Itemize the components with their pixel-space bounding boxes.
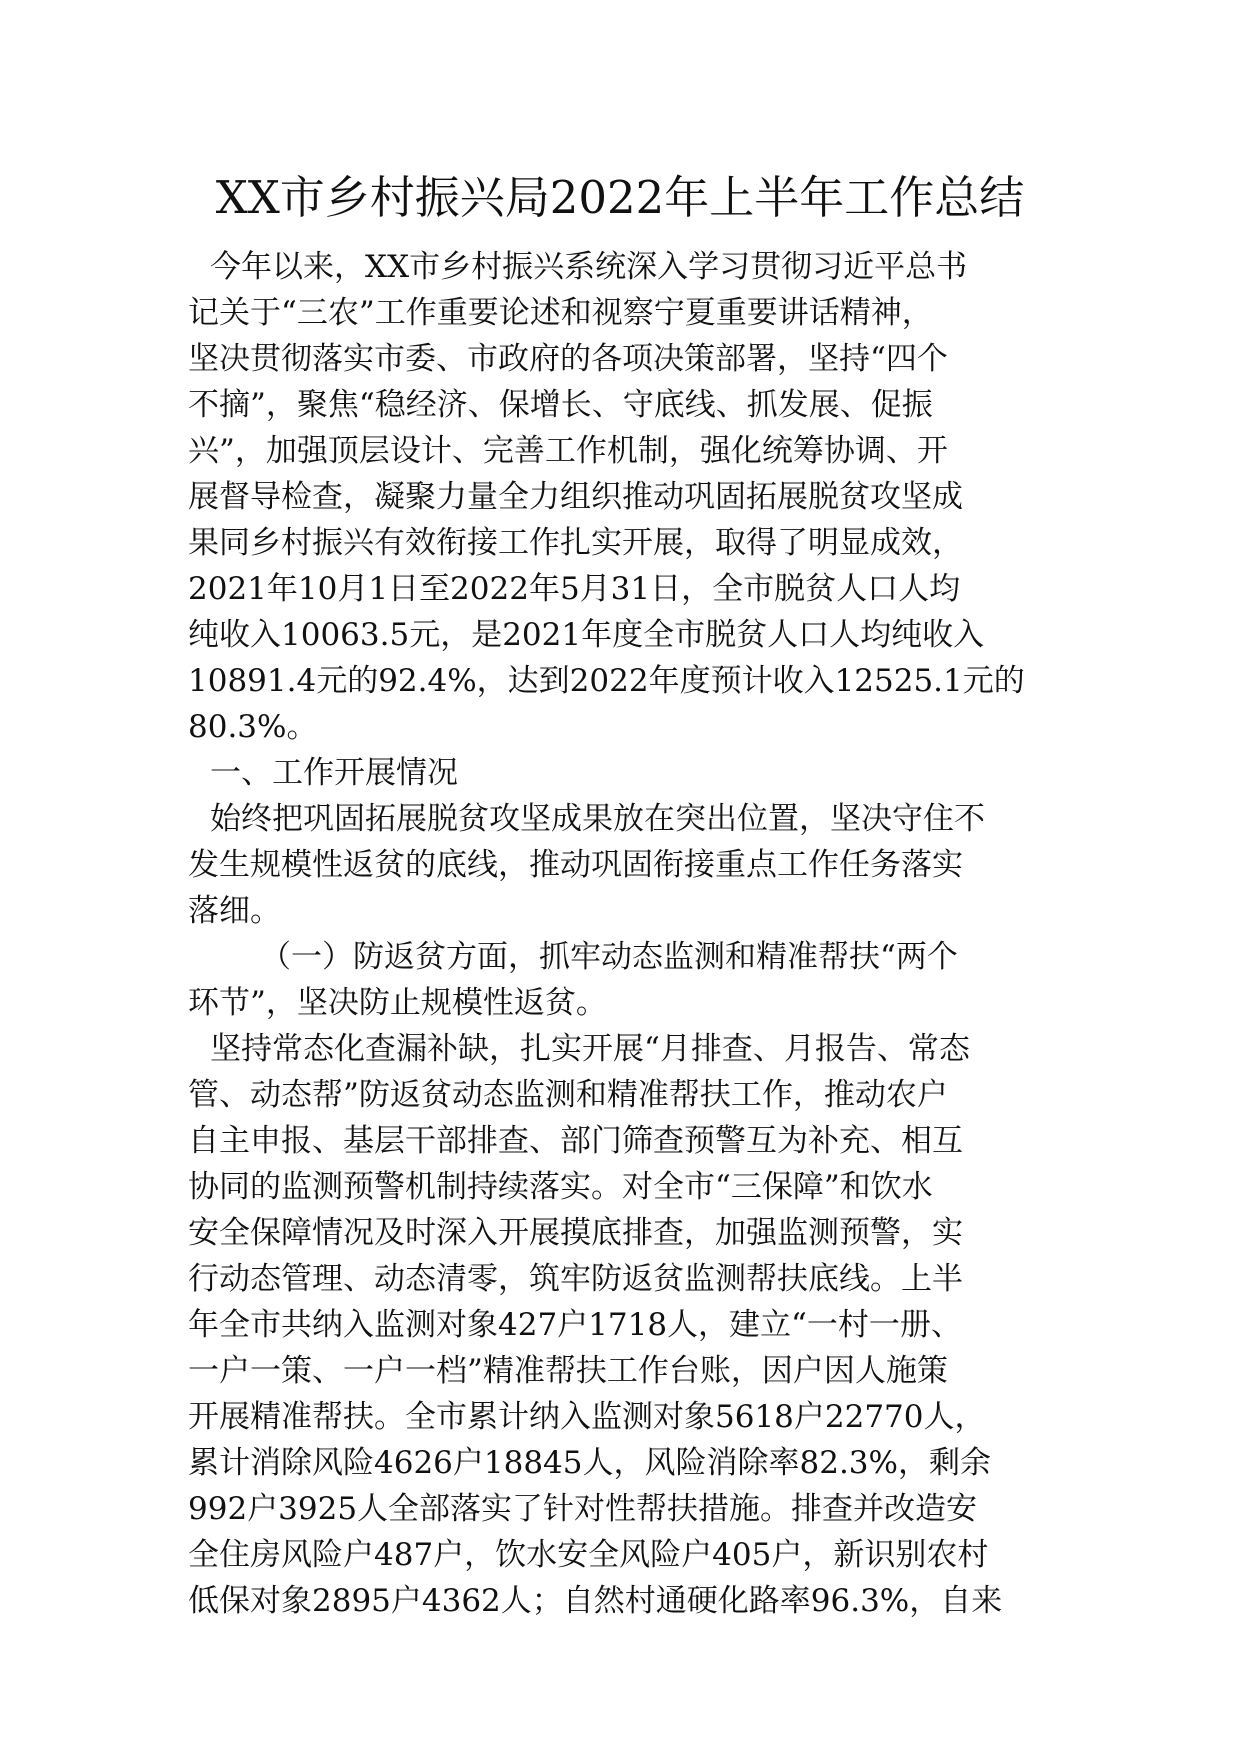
body-line: 兴”，加强顶层设计、完善工作机制，强化统筹协调、开 <box>188 433 948 469</box>
body-line: 坚决贯彻落实市委、市政府的各项决策部署，坚持“四个 <box>188 341 948 377</box>
subsection-heading: （一）防返贫方面，抓牢动态监测和精准帮扶“两个 <box>260 939 958 975</box>
document-title: XX市乡村振兴局2022年上半年工作总结 <box>215 171 1025 224</box>
section-heading: 一、工作开展情况 <box>210 755 458 791</box>
body-line: 一户一策、一户一档”精准帮扶工作台账，因户因人施策 <box>188 1353 948 1389</box>
body-line: 安全保障情况及时深入开展摸底排查，加强监测预警，实 <box>188 1215 963 1251</box>
body-line: 2021年10月1日至2022年5月31日，全市脱贫人口人均 <box>188 571 961 607</box>
body-line: 行动态管理、动态清零，筑牢防返贫监测帮扶底线。上半 <box>188 1261 963 1297</box>
body-line: 果同乡村振兴有效衔接工作扎实开展，取得了明显成效， <box>188 525 963 561</box>
body-line: 坚持常态化查漏补缺，扎实开展“月排查、月报告、常态 <box>210 1031 970 1067</box>
body-line: 年全市共纳入监测对象427户1718人，建立“一村一册、 <box>188 1307 962 1343</box>
body-line: 累计消除风险4626户18845人，风险消除率82.3%，剩余 <box>188 1445 991 1481</box>
body-line: 始终把巩固拓展脱贫攻坚成果放在突出位置，坚决守住不 <box>210 801 985 837</box>
body-line: 管、动态帮”防返贫动态监测和精准帮扶工作，推动农户 <box>188 1077 948 1113</box>
body-line: 低保对象2895户4362人；自然村通硬化路率96.3%，自来 <box>188 1583 1003 1619</box>
body-line: 记关于“三农”工作重要论述和视察宁夏重要讲话精神， <box>188 295 933 331</box>
body-line: 10891.4元的92.4%，达到2022年度预计收入12525.1元的 <box>188 663 1025 699</box>
body-line: 纯收入10063.5元，是2021年度全市脱贫人口人均纯收入 <box>188 617 985 653</box>
body-line: 80.3%。 <box>188 709 318 745</box>
body-line: 992户3925人全部落实了针对性帮扶措施。排查并改造安 <box>188 1491 978 1527</box>
body-line: 协同的监测预警机制持续落实。对全市“三保障”和饮水 <box>188 1169 933 1205</box>
body-line: 发生规模性返贫的底线，推动巩固衔接重点工作任务落实 <box>188 847 963 883</box>
body-line: 开展精准帮扶。全市累计纳入监测对象5618户22770人， <box>188 1399 986 1435</box>
body-line: 不摘”，聚焦“稳经济、保增长、守底线、抓发展、促振 <box>188 387 933 423</box>
body-line: 展督导检查，凝聚力量全力组织推动巩固拓展脱贫攻坚成 <box>188 479 963 515</box>
body-line: 自主申报、基层干部排查、部门筛查预警互为补充、相互 <box>188 1123 963 1159</box>
body-line: 全住房风险户487户，饮水安全风险户405户，新识别农村 <box>188 1537 989 1573</box>
body-line: 落细。 <box>188 893 281 929</box>
body-line: 今年以来，XX市乡村振兴系统深入学习贯彻习近平总书 <box>210 249 968 285</box>
document-body <box>188 244 1068 1624</box>
subsection-heading-cont: 环节”，坚决防止规模性返贫。 <box>188 985 607 1021</box>
